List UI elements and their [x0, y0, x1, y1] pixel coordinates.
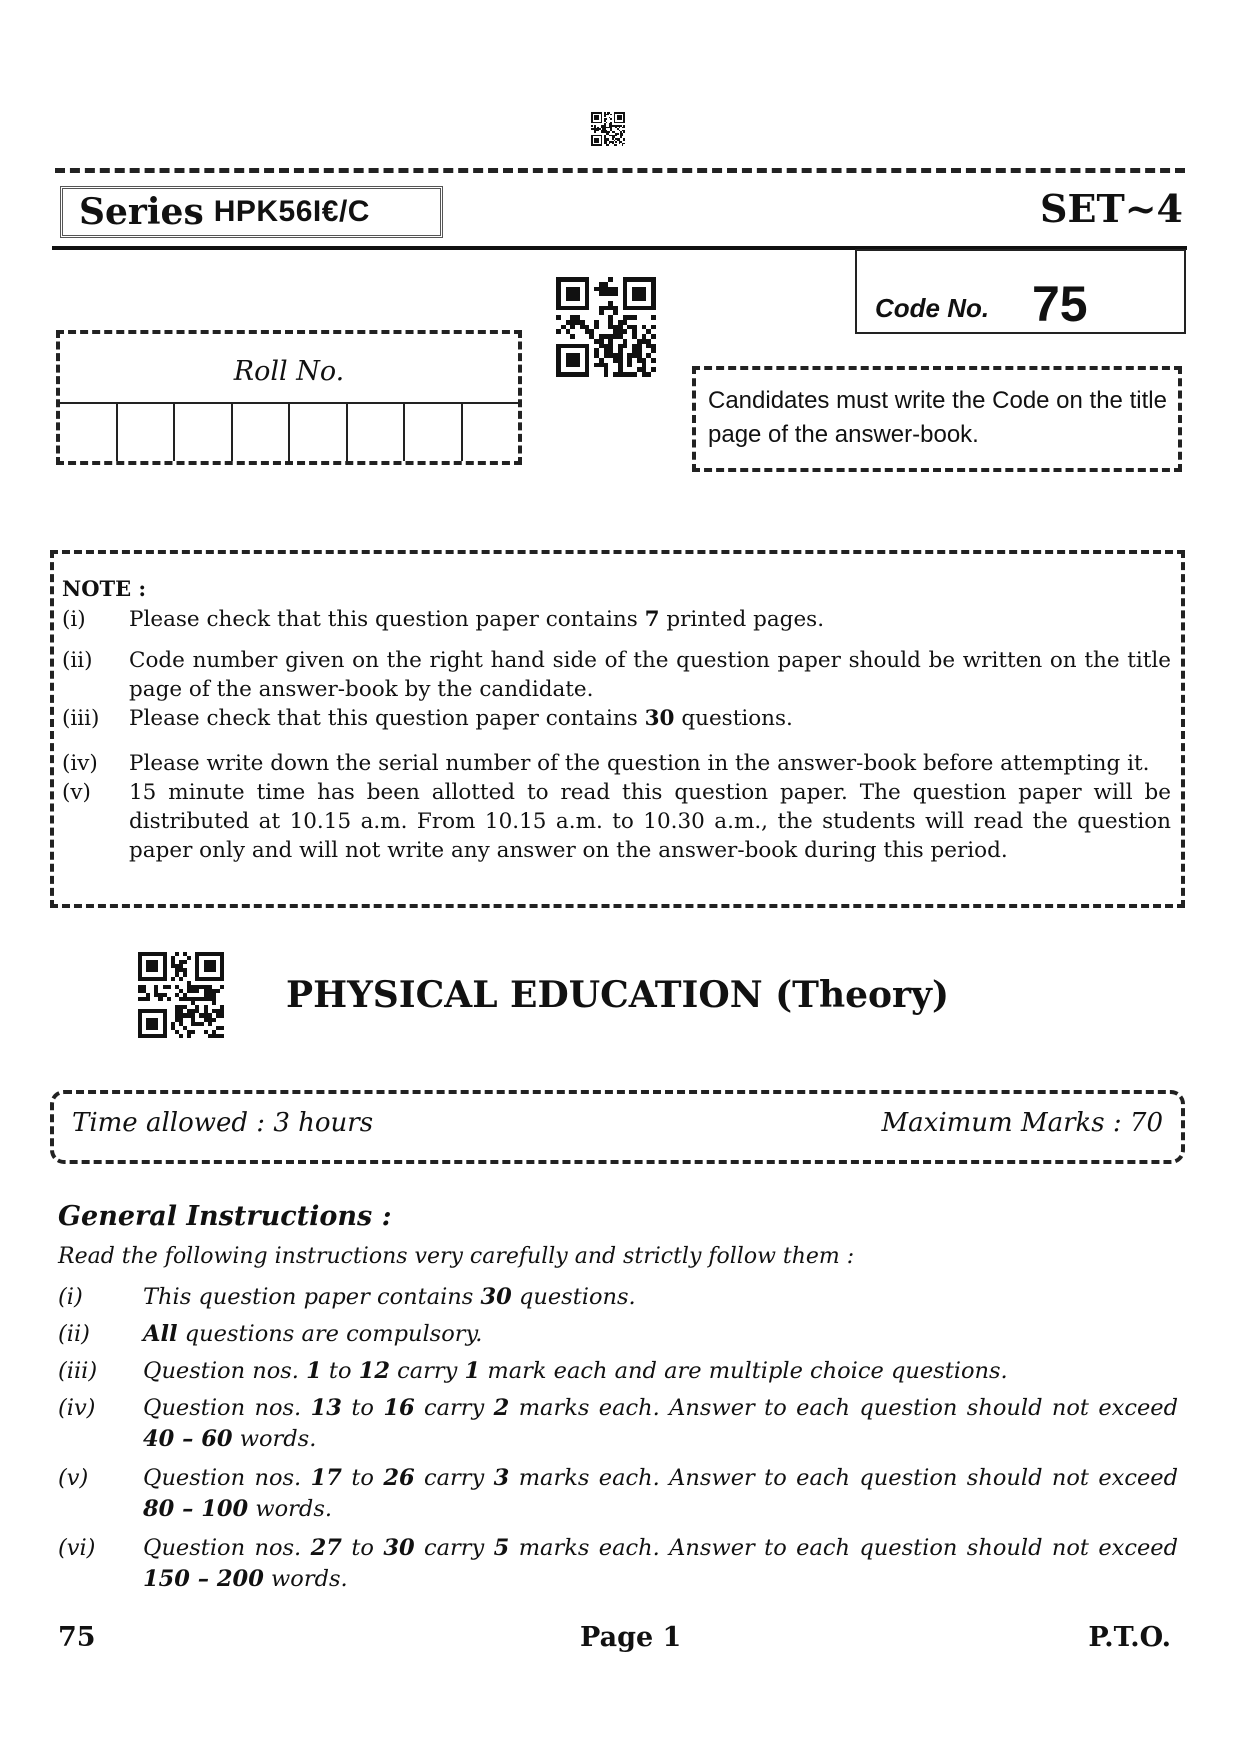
text-segment: words.: [232, 1426, 317, 1452]
bold-segment: 26: [383, 1465, 415, 1491]
text-segment: Question nos.: [143, 1358, 307, 1384]
text-segment: marks each. Answer to each question should not exceed: [509, 1535, 1178, 1561]
bold-segment: 30: [480, 1284, 512, 1310]
top-dashed-divider: [55, 168, 1185, 173]
text-segment: carry: [414, 1535, 494, 1561]
roll-cell[interactable]: [118, 402, 176, 461]
item-number: (iii): [58, 1358, 98, 1384]
qr-code-icon: [138, 952, 224, 1038]
bold-segment: 40 – 60: [143, 1426, 233, 1452]
text-segment: 15 minute time has been allotted to read this question paper. The question paper will be distributed at 10.15 a.m. From 10.15 a.m. to 10.30 a.m., the students will read the question paper only and will not write any answer on the answer-book during this period.: [129, 780, 1171, 863]
item-text: [129, 778, 1171, 865]
series-box: [60, 186, 443, 238]
bold-segment: 27: [310, 1535, 342, 1561]
item-text: [129, 749, 1171, 778]
roll-label: Roll No.: [233, 356, 345, 387]
code-number-box: [855, 249, 1186, 334]
bold-segment: 1: [306, 1358, 322, 1384]
subject-title: PHYSICAL EDUCATION (Theory): [286, 974, 949, 1016]
time-allowed: Time allowed : 3 hours: [72, 1108, 374, 1138]
item-number: (ii): [62, 648, 93, 673]
text-segment: Question nos.: [143, 1535, 311, 1561]
text-segment: Please check that this question paper contains: [129, 706, 645, 731]
list-item: [58, 1356, 1178, 1387]
text-segment: words.: [263, 1566, 348, 1592]
roll-cell[interactable]: [463, 402, 519, 461]
footer-code: 75: [58, 1622, 96, 1653]
bold-segment: 12: [358, 1358, 390, 1384]
list-item: [58, 1393, 1178, 1455]
text-segment: questions.: [674, 706, 793, 731]
item-number: (i): [62, 607, 86, 632]
item-text: [129, 646, 1171, 704]
series-code: HPK56I€/C: [213, 195, 370, 228]
roll-number-cells: [60, 402, 518, 461]
bold-segment: 1: [464, 1358, 481, 1384]
text-segment: marks each. Answer to each question should not exceed: [509, 1465, 1178, 1491]
bold-segment: 150 – 200: [143, 1566, 264, 1592]
text-segment: to: [321, 1358, 359, 1384]
series-label: Series: [79, 191, 204, 233]
text-segment: questions.: [511, 1284, 636, 1310]
text-segment: to: [341, 1535, 384, 1561]
list-item: [62, 704, 1171, 733]
maximum-marks: Maximum Marks : 70: [881, 1108, 1163, 1138]
item-text: [143, 1356, 1178, 1387]
bold-segment: 3: [493, 1465, 510, 1491]
item-text: [129, 704, 1171, 733]
roll-cell[interactable]: [233, 402, 291, 461]
set-label: SET~4: [1040, 186, 1183, 231]
bold-segment: 17: [310, 1465, 342, 1491]
text-segment: carry: [414, 1465, 494, 1491]
item-number: (vi): [58, 1535, 96, 1561]
list-item: [62, 646, 1171, 704]
list-item: [62, 605, 1171, 634]
item-text: [129, 605, 1171, 634]
bold-segment: 2: [493, 1395, 510, 1421]
text-segment: to: [341, 1395, 384, 1421]
list-item: [62, 749, 1171, 778]
footer-pto: P.T.O.: [1088, 1622, 1171, 1653]
qr-code-icon: [591, 112, 625, 146]
code-value: 75: [1032, 276, 1088, 332]
text-segment: printed pages.: [659, 607, 825, 632]
text-segment: marks each. Answer to each question should not exceed: [509, 1395, 1178, 1421]
text-segment: to: [341, 1465, 384, 1491]
text-segment: carry: [390, 1358, 465, 1384]
text-segment: Code number given on the right hand side of the question paper should be written on the title page of the answer-book by the candidate.: [129, 648, 1171, 702]
note-box: [50, 550, 1185, 908]
roll-number-box: [56, 330, 522, 465]
qr-code-icon: [556, 277, 656, 377]
bold-segment: 30: [383, 1535, 415, 1561]
roll-cell[interactable]: [290, 402, 348, 461]
general-instructions-title: General Instructions :: [58, 1201, 392, 1232]
list-item: [62, 778, 1171, 865]
list-item: [58, 1463, 1178, 1525]
text-segment: words.: [248, 1496, 333, 1522]
text-segment: questions are compulsory.: [177, 1321, 483, 1347]
item-number: (iv): [58, 1395, 96, 1421]
item-number: (v): [58, 1465, 89, 1491]
note-list: [62, 605, 1171, 865]
roll-cell[interactable]: [60, 402, 118, 461]
code-label: Code No.: [875, 293, 990, 323]
text-segment: carry: [414, 1395, 494, 1421]
candidate-note-box: [692, 366, 1182, 472]
item-number: (iv): [62, 751, 98, 776]
item-text: [143, 1463, 1178, 1525]
item-text: [143, 1393, 1178, 1455]
text-segment: Question nos.: [143, 1465, 311, 1491]
general-instructions-intro: Read the following instructions very carefully and strictly follow them :: [58, 1244, 855, 1269]
text-segment: Please write down the serial number of the question in the answer-book before attempting it.: [129, 751, 1150, 776]
list-item: [58, 1533, 1178, 1595]
note-title: NOTE :: [62, 576, 147, 601]
exam-time-box: [50, 1090, 1185, 1164]
bold-segment: 7: [644, 607, 660, 632]
item-text: [143, 1282, 1178, 1313]
bold-segment: 13: [310, 1395, 342, 1421]
bold-segment: 80 – 100: [143, 1496, 249, 1522]
text-segment: Question nos.: [143, 1395, 311, 1421]
text-segment: mark each and are multiple choice questions.: [480, 1358, 1008, 1384]
bold-segment: 16: [383, 1395, 415, 1421]
item-text: [143, 1319, 1178, 1350]
item-number: (iii): [62, 706, 100, 731]
item-number: (v): [62, 780, 91, 805]
list-item: [58, 1282, 1178, 1313]
roll-cell[interactable]: [175, 402, 233, 461]
general-instructions-list: [58, 1282, 1178, 1603]
bold-segment: 30: [644, 706, 675, 731]
roll-cell[interactable]: [405, 402, 463, 461]
item-number: (ii): [58, 1321, 90, 1347]
text-segment: Please check that this question paper contains: [129, 607, 645, 632]
item-text: [143, 1533, 1178, 1595]
item-number: (i): [58, 1284, 83, 1310]
candidate-note: Candidates must write the Code on the title page of the answer-book.: [708, 387, 1167, 448]
roll-cell[interactable]: [348, 402, 406, 461]
footer-page-number: Page 1: [580, 1622, 682, 1653]
text-segment: This question paper contains: [143, 1284, 481, 1310]
bold-segment: 5: [493, 1535, 510, 1561]
bold-segment: All: [143, 1321, 178, 1347]
list-item: [58, 1319, 1178, 1350]
